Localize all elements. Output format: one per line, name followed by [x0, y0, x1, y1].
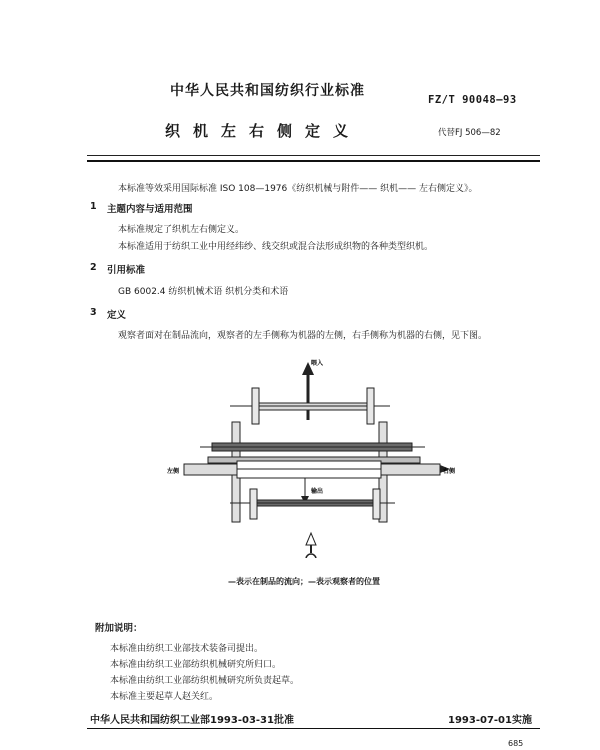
label-feed: 喂入 — [311, 360, 324, 367]
page-number: 685 — [508, 739, 524, 748]
label-right-side: 右侧 — [443, 468, 455, 475]
approval-line: 中华人民共和国纺织工业部1993-03-31批准 — [90, 715, 294, 726]
section-2-title: 引用标准 — [107, 265, 146, 276]
section-1-line-1: 本标准规定了织机左右侧定义。 — [118, 225, 245, 235]
note-line-2: 本标准由纺织工业部纺织机械研究所归口。 — [110, 660, 282, 670]
section-3-title: 定义 — [107, 310, 127, 321]
section-3-line-1: 观察者面对在制品流向，观察者的左手侧称为机器的左侧，右手侧称为机器的右侧，见下图。 — [118, 331, 488, 341]
figure-caption: —表示在制品的流向；—表示观察者的位置 — [228, 577, 380, 586]
document-title: 织机左右侧定义 — [165, 122, 362, 140]
section-1-line-2: 本标准适用于纺织工业中用经纬纱、线交织或混合法形成织物的各种类型织机。 — [118, 242, 434, 252]
implementation-date: 1993-07-01实施 — [448, 715, 532, 726]
lower-roller-left-flange — [250, 489, 257, 519]
section-1-number: 1 — [90, 201, 97, 212]
replaces-note: 代替FJ 506—82 — [438, 128, 501, 138]
lower-roller-right-flange — [373, 489, 380, 519]
section-1-title: 主题内容与适用范围 — [107, 204, 193, 215]
header-rule-thick — [87, 160, 540, 162]
org-title: 中华人民共和国纺织行业标准 — [170, 83, 365, 99]
upper-roller-right-flange — [367, 388, 374, 424]
header-rule-thin — [87, 155, 540, 156]
note-line-3: 本标准由纺织工业部纺织机械研究所负责起草。 — [110, 676, 300, 686]
label-output: 输出 — [311, 488, 324, 495]
note-line-1: 本标准由纺织工业部技术装备司提出。 — [110, 644, 264, 654]
intro-text: 本标准等效采用国际标准 ISO 108—1976《纺织机械与附件—— 织机—— 左右侧定义》。 — [118, 184, 478, 194]
section-3-number: 3 — [90, 307, 97, 318]
footer-rule — [87, 728, 540, 729]
section-2-line-1: GB 6002.4 纺织机械术语 织机分类和术语 — [118, 287, 289, 297]
note-line-4: 本标准主要起草人赵关红。 — [110, 692, 219, 702]
label-left-side: 左侧 — [167, 468, 180, 475]
upper-roller-left-flange — [252, 388, 259, 424]
observer-position-circle — [306, 554, 316, 558]
section-2-number: 2 — [90, 262, 97, 273]
notes-title: 附加说明： — [95, 623, 143, 634]
standard-code: FZ/T 90048—93 — [428, 94, 517, 106]
observer-arrow-head — [306, 533, 316, 545]
loom-diagram — [155, 358, 455, 558]
